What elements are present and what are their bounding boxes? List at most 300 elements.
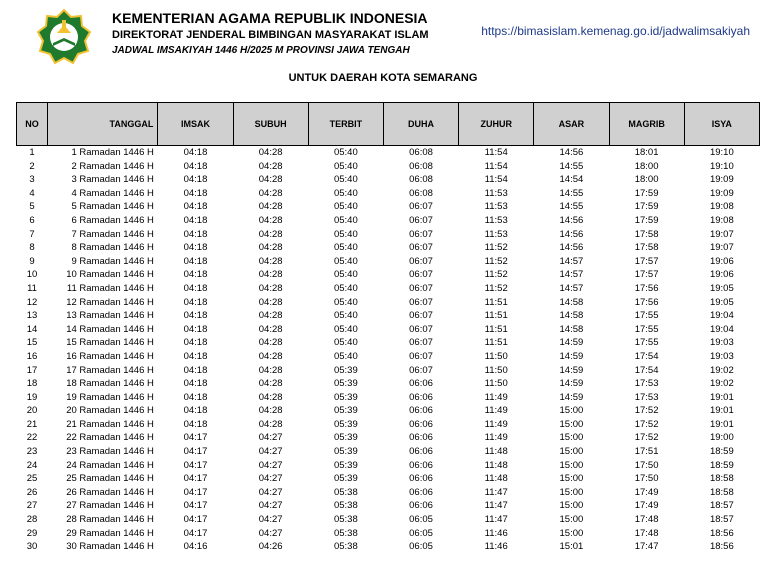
table-row: [17, 187, 760, 201]
cell-duha: 06:07: [409, 269, 433, 281]
table-row: [17, 336, 760, 350]
column-header-imsak: IMSAK: [158, 103, 233, 146]
table-header: [17, 103, 760, 146]
cell-zuhur: 11:49: [484, 418, 508, 430]
column-header-zuhur: ZUHUR: [459, 103, 534, 146]
cell-asar: 14:58: [559, 296, 584, 308]
cell-imsak: 04:18: [183, 214, 208, 226]
cell-isya: 19:01: [709, 405, 734, 417]
cell-magrib: 18:01: [634, 147, 659, 158]
cell-asar: 14:58: [559, 310, 584, 322]
cell-duha: 06:05: [409, 541, 433, 553]
cell-subuh: 04:28: [258, 296, 283, 308]
directorate-title: DIREKTORAT JENDERAL BIMBINGAN MASYARAKAT ISLAM: [112, 29, 429, 41]
cell-asar: 14:56: [559, 147, 584, 158]
column-header-duha: DUHA: [383, 103, 458, 146]
cell-terbit: 05:40: [333, 147, 358, 158]
cell-isya: 19:03: [709, 350, 734, 362]
cell-no: 30: [26, 541, 38, 553]
cell-asar: 14:56: [559, 242, 584, 254]
cell-isya: 19:08: [709, 214, 734, 226]
cell-magrib: 17:49: [634, 486, 659, 498]
cell-isya: 19:09: [709, 174, 734, 186]
cell-magrib: 17:57: [634, 255, 659, 267]
cell-imsak: 04:18: [183, 174, 208, 186]
cell-imsak: 04:18: [183, 242, 208, 254]
cell-zuhur: 11:47: [484, 514, 508, 526]
table-row: [17, 173, 760, 187]
cell-imsak: 04:18: [183, 323, 208, 335]
cell-no: 22: [26, 432, 38, 444]
cell-zuhur: 11:53: [484, 201, 508, 213]
cell-subuh: 04:28: [258, 364, 283, 376]
cell-duha: 06:05: [409, 527, 433, 539]
cell-magrib: 17:54: [634, 364, 659, 376]
cell-subuh: 04:28: [258, 391, 283, 403]
cell-magrib: 17:57: [634, 269, 659, 281]
cell-imsak: 04:18: [183, 310, 208, 322]
cell-terbit: 05:39: [333, 391, 358, 403]
cell-tanggal: 8 Ramadan 1446 H: [71, 242, 154, 254]
cell-zuhur: 11:54: [484, 160, 508, 172]
cell-duha: 06:07: [409, 364, 433, 376]
cell-zuhur: 11:52: [484, 282, 508, 294]
cell-subuh: 04:27: [258, 514, 283, 526]
cell-subuh: 04:28: [258, 350, 283, 362]
cell-tanggal: 18 Ramadan 1446 H: [66, 378, 154, 390]
cell-asar: 15:00: [559, 527, 584, 539]
cell-subuh: 04:28: [258, 187, 283, 199]
table-row: [17, 350, 760, 364]
cell-zuhur: 11:49: [484, 391, 508, 403]
cell-magrib: 18:00: [634, 174, 659, 186]
cell-no: 23: [26, 446, 38, 458]
cell-terbit: 05:39: [333, 473, 358, 485]
cell-no: 27: [26, 500, 38, 512]
cell-duha: 06:06: [409, 405, 433, 417]
cell-asar: 15:00: [559, 405, 584, 417]
cell-terbit: 05:40: [333, 350, 358, 362]
cell-asar: 14:57: [559, 255, 584, 267]
cell-no: 3: [29, 174, 35, 186]
table-row: [17, 486, 760, 500]
cell-asar: 14:59: [559, 378, 584, 390]
cell-isya: 19:06: [709, 255, 734, 267]
cell-no: 13: [26, 310, 38, 322]
cell-subuh: 04:26: [258, 541, 283, 553]
cell-subuh: 04:28: [258, 269, 283, 281]
cell-duha: 06:06: [409, 473, 433, 485]
cell-tanggal: 21 Ramadan 1446 H: [66, 418, 154, 430]
cell-asar: 14:57: [559, 269, 584, 281]
cell-duha: 06:07: [409, 323, 433, 335]
table-row: [17, 418, 760, 432]
cell-no: 26: [26, 486, 38, 498]
cell-isya: 18:58: [709, 473, 734, 485]
cell-duha: 06:06: [409, 378, 433, 390]
cell-zuhur: 11:46: [484, 527, 508, 539]
cell-tanggal: 27 Ramadan 1446 H: [66, 500, 154, 512]
cell-imsak: 04:18: [183, 405, 208, 417]
cell-magrib: 17:48: [634, 527, 659, 539]
cell-subuh: 04:28: [258, 174, 283, 186]
cell-terbit: 05:40: [333, 160, 358, 172]
cell-imsak: 04:17: [183, 527, 208, 539]
cell-isya: 19:02: [709, 364, 734, 376]
cell-no: 18: [26, 378, 38, 390]
cell-duha: 06:07: [409, 296, 433, 308]
cell-no: 8: [29, 242, 35, 254]
cell-magrib: 17:47: [634, 541, 659, 553]
cell-tanggal: 2 Ramadan 1446 H: [71, 160, 154, 172]
cell-zuhur: 11:53: [484, 214, 508, 226]
cell-tanggal: 28 Ramadan 1446 H: [66, 514, 154, 526]
cell-asar: 15:00: [559, 500, 584, 512]
cell-tanggal: 19 Ramadan 1446 H: [66, 391, 154, 403]
cell-subuh: 04:28: [258, 337, 283, 349]
cell-subuh: 04:27: [258, 459, 283, 471]
cell-terbit: 05:40: [333, 269, 358, 281]
table-row: [17, 472, 760, 486]
cell-isya: 19:04: [709, 310, 734, 322]
cell-terbit: 05:40: [333, 323, 358, 335]
cell-asar: 14:59: [559, 350, 584, 362]
table-row: [17, 241, 760, 255]
cell-duha: 06:06: [409, 486, 433, 498]
cell-tanggal: 6 Ramadan 1446 H: [71, 214, 154, 226]
cell-duha: 06:08: [409, 147, 433, 158]
cell-subuh: 04:27: [258, 486, 283, 498]
cell-no: 24: [26, 459, 38, 471]
table-row: [17, 160, 760, 174]
cell-tanggal: 23 Ramadan 1446 H: [66, 446, 154, 458]
table-row: [17, 513, 760, 527]
cell-no: 10: [26, 269, 38, 281]
column-header-no: NO: [17, 103, 48, 146]
cell-isya: 19:09: [709, 187, 734, 199]
table-row: [17, 445, 760, 459]
cell-asar: 15:00: [559, 418, 584, 430]
cell-subuh: 04:28: [258, 214, 283, 226]
cell-no: 21: [26, 418, 38, 430]
column-header-subuh: SUBUH: [233, 103, 308, 146]
cell-isya: 19:08: [709, 201, 734, 213]
cell-duha: 06:07: [409, 228, 433, 240]
column-header-isya: ISYA: [684, 103, 759, 146]
cell-terbit: 05:39: [333, 446, 358, 458]
cell-zuhur: 11:49: [484, 405, 508, 417]
cell-zuhur: 11:53: [484, 228, 508, 240]
table-row: [17, 255, 760, 269]
table-row: [17, 431, 760, 445]
cell-no: 4: [29, 187, 35, 199]
cell-asar: 14:55: [559, 201, 584, 213]
cell-subuh: 04:28: [258, 282, 283, 294]
cell-tanggal: 9 Ramadan 1446 H: [71, 255, 154, 267]
cell-asar: 15:00: [559, 459, 584, 471]
cell-asar: 15:01: [559, 541, 584, 553]
cell-no: 7: [29, 228, 35, 240]
cell-zuhur: 11:47: [484, 486, 508, 498]
cell-magrib: 17:55: [634, 337, 659, 349]
imsakiyah-table: [16, 102, 760, 554]
cell-zuhur: 11:51: [484, 296, 508, 308]
cell-magrib: 17:56: [634, 296, 659, 308]
cell-tanggal: 10 Ramadan 1446 H: [66, 269, 154, 281]
cell-isya: 19:00: [709, 432, 734, 444]
column-header-tanggal: TANGGAL: [48, 103, 158, 146]
cell-terbit: 05:40: [333, 228, 358, 240]
table-row: [17, 364, 760, 378]
cell-asar: 15:00: [559, 446, 584, 458]
table-row: [17, 459, 760, 473]
cell-duha: 06:06: [409, 432, 433, 444]
cell-tanggal: 5 Ramadan 1446 H: [71, 201, 154, 213]
cell-isya: 18:59: [709, 459, 734, 471]
table-row: [17, 146, 760, 160]
cell-subuh: 04:28: [258, 405, 283, 417]
cell-subuh: 04:27: [258, 527, 283, 539]
cell-no: 6: [29, 214, 35, 226]
cell-imsak: 04:17: [183, 473, 208, 485]
cell-asar: 14:59: [559, 364, 584, 376]
cell-subuh: 04:28: [258, 310, 283, 322]
cell-zuhur: 11:49: [484, 432, 508, 444]
cell-zuhur: 11:54: [484, 174, 508, 186]
cell-terbit: 05:40: [333, 174, 358, 186]
cell-terbit: 05:40: [333, 242, 358, 254]
cell-imsak: 04:18: [183, 296, 208, 308]
cell-magrib: 17:54: [634, 350, 659, 362]
cell-duha: 06:06: [409, 418, 433, 430]
cell-no: 1: [29, 147, 35, 158]
cell-tanggal: 26 Ramadan 1446 H: [66, 486, 154, 498]
cell-no: 14: [26, 323, 38, 335]
cell-isya: 18:56: [709, 527, 734, 539]
cell-isya: 18:58: [709, 486, 734, 498]
cell-asar: 14:55: [559, 187, 584, 199]
cell-zuhur: 11:48: [484, 473, 508, 485]
cell-tanggal: 7 Ramadan 1446 H: [71, 228, 154, 240]
cell-asar: 14:56: [559, 214, 584, 226]
cell-duha: 06:06: [409, 391, 433, 403]
cell-magrib: 17:59: [634, 214, 659, 226]
cell-terbit: 05:38: [333, 500, 358, 512]
cell-tanggal: 25 Ramadan 1446 H: [66, 473, 154, 485]
cell-magrib: 17:52: [634, 432, 659, 444]
cell-no: 11: [27, 282, 37, 294]
cell-imsak: 04:17: [183, 486, 208, 498]
header-row: [17, 103, 760, 146]
cell-imsak: 04:17: [183, 500, 208, 512]
cell-tanggal: 15 Ramadan 1446 H: [66, 337, 154, 349]
cell-tanggal: 1 Ramadan 1446 H: [71, 147, 154, 158]
cell-asar: 14:54: [559, 174, 584, 186]
cell-zuhur: 11:51: [484, 337, 508, 349]
cell-isya: 19:05: [709, 296, 734, 308]
cell-imsak: 04:18: [183, 350, 208, 362]
cell-duha: 06:07: [409, 350, 433, 362]
ministry-title: KEMENTERIAN AGAMA REPUBLIK INDONESIA: [112, 10, 428, 26]
cell-magrib: 17:52: [634, 418, 659, 430]
cell-isya: 19:01: [709, 418, 734, 430]
cell-terbit: 05:39: [333, 418, 358, 430]
cell-imsak: 04:18: [183, 255, 208, 267]
cell-subuh: 04:28: [258, 201, 283, 213]
cell-asar: 14:56: [559, 228, 584, 240]
cell-no: 2: [29, 160, 35, 172]
cell-terbit: 05:38: [333, 486, 358, 498]
cell-asar: 14:59: [559, 391, 584, 403]
cell-imsak: 04:18: [183, 364, 208, 376]
kemenag-logo-icon: [33, 8, 95, 66]
cell-magrib: 17:48: [634, 514, 659, 526]
cell-isya: 19:07: [709, 242, 734, 254]
cell-magrib: 17:59: [634, 187, 659, 199]
cell-tanggal: 11 Ramadan 1446 H: [66, 282, 154, 294]
cell-terbit: 05:39: [333, 405, 358, 417]
cell-zuhur: 11:54: [484, 147, 508, 158]
cell-isya: 18:56: [709, 541, 734, 553]
cell-terbit: 05:40: [333, 187, 358, 199]
cell-asar: 14:57: [559, 282, 584, 294]
cell-no: 20: [26, 405, 38, 417]
cell-terbit: 05:38: [333, 514, 358, 526]
cell-isya: 19:10: [709, 147, 734, 158]
cell-imsak: 04:17: [183, 432, 208, 444]
cell-isya: 19:10: [709, 160, 734, 172]
table-row: [17, 200, 760, 214]
table-row: [17, 214, 760, 228]
website-link[interactable]: https://bimasislam.kemenag.go.id/jadwalimsakiyah: [481, 24, 750, 38]
cell-imsak: 04:18: [183, 269, 208, 281]
table-body: [17, 146, 760, 554]
cell-asar: 15:00: [559, 514, 584, 526]
cell-tanggal: 24 Ramadan 1446 H: [66, 459, 154, 471]
cell-no: 28: [26, 514, 38, 526]
cell-terbit: 05:40: [333, 337, 358, 349]
cell-no: 5: [29, 201, 35, 213]
cell-magrib: 17:56: [634, 282, 659, 294]
cell-subuh: 04:27: [258, 473, 283, 485]
cell-zuhur: 11:50: [484, 378, 508, 390]
table-row: [17, 282, 760, 296]
cell-zuhur: 11:53: [484, 187, 508, 199]
cell-subuh: 04:28: [258, 242, 283, 254]
table-row: [17, 296, 760, 310]
cell-subuh: 04:28: [258, 255, 283, 267]
cell-magrib: 17:53: [634, 391, 659, 403]
cell-imsak: 04:17: [183, 514, 208, 526]
cell-duha: 06:07: [409, 282, 433, 294]
cell-imsak: 04:18: [183, 160, 208, 172]
table-row: [17, 540, 760, 554]
cell-no: 17: [26, 364, 38, 376]
cell-duha: 06:08: [409, 160, 433, 172]
cell-duha: 06:08: [409, 187, 433, 199]
cell-subuh: 04:28: [258, 323, 283, 335]
cell-subuh: 04:28: [258, 418, 283, 430]
cell-no: 29: [26, 527, 38, 539]
cell-duha: 06:07: [409, 201, 433, 213]
cell-tanggal: 3 Ramadan 1446 H: [71, 174, 154, 186]
cell-magrib: 17:50: [634, 459, 659, 471]
cell-tanggal: 17 Ramadan 1446 H: [66, 364, 154, 376]
cell-asar: 15:00: [559, 432, 584, 444]
cell-duha: 06:07: [409, 255, 433, 267]
cell-magrib: 17:50: [634, 473, 659, 485]
cell-terbit: 05:40: [333, 201, 358, 213]
cell-magrib: 17:49: [634, 500, 659, 512]
cell-imsak: 04:18: [183, 201, 208, 213]
cell-zuhur: 11:50: [484, 350, 508, 362]
cell-tanggal: 16 Ramadan 1446 H: [66, 350, 154, 362]
cell-zuhur: 11:51: [484, 310, 508, 322]
cell-zuhur: 11:47: [484, 500, 508, 512]
cell-subuh: 04:27: [258, 500, 283, 512]
cell-asar: 14:58: [559, 323, 584, 335]
cell-zuhur: 11:48: [484, 446, 508, 458]
cell-magrib: 17:51: [634, 446, 659, 458]
cell-no: 25: [26, 473, 38, 485]
column-header-terbit: TERBIT: [308, 103, 383, 146]
cell-magrib: 17:55: [634, 323, 659, 335]
cell-imsak: 04:17: [183, 446, 208, 458]
cell-isya: 18:57: [709, 500, 734, 512]
cell-magrib: 17:59: [634, 201, 659, 213]
cell-asar: 14:55: [559, 160, 584, 172]
cell-duha: 06:07: [409, 310, 433, 322]
cell-terbit: 05:40: [333, 255, 358, 267]
cell-duha: 06:06: [409, 446, 433, 458]
cell-duha: 06:06: [409, 459, 433, 471]
cell-isya: 18:57: [709, 514, 734, 526]
cell-isya: 19:05: [709, 282, 734, 294]
cell-tanggal: 22 Ramadan 1446 H: [66, 432, 154, 444]
table-row: [17, 228, 760, 242]
cell-tanggal: 20 Ramadan 1446 H: [66, 405, 154, 417]
region-title: UNTUK DAERAH KOTA SEMARANG: [288, 72, 478, 84]
table-row: [17, 268, 760, 282]
cell-imsak: 04:18: [183, 282, 208, 294]
cell-magrib: 17:52: [634, 405, 659, 417]
cell-terbit: 05:39: [333, 378, 358, 390]
table-row: [17, 527, 760, 541]
cell-magrib: 17:53: [634, 378, 659, 390]
cell-subuh: 04:27: [258, 432, 283, 444]
cell-isya: 19:03: [709, 337, 734, 349]
cell-asar: 15:00: [559, 486, 584, 498]
cell-terbit: 05:39: [333, 364, 358, 376]
cell-imsak: 04:18: [183, 418, 208, 430]
cell-tanggal: 30 Ramadan 1446 H: [66, 541, 154, 553]
cell-isya: 19:01: [709, 391, 734, 403]
cell-subuh: 04:28: [258, 228, 283, 240]
cell-magrib: 18:00: [634, 160, 659, 172]
cell-no: 12: [26, 296, 38, 308]
cell-subuh: 04:28: [258, 378, 283, 390]
cell-isya: 19:06: [709, 269, 734, 281]
cell-imsak: 04:18: [183, 378, 208, 390]
cell-terbit: 05:39: [333, 459, 358, 471]
cell-duha: 06:08: [409, 174, 433, 186]
cell-zuhur: 11:48: [484, 459, 508, 471]
cell-terbit: 05:40: [333, 282, 358, 294]
cell-tanggal: 29 Ramadan 1446 H: [66, 527, 154, 539]
cell-terbit: 05:38: [333, 527, 358, 539]
cell-zuhur: 11:51: [484, 323, 508, 335]
cell-duha: 06:07: [409, 214, 433, 226]
